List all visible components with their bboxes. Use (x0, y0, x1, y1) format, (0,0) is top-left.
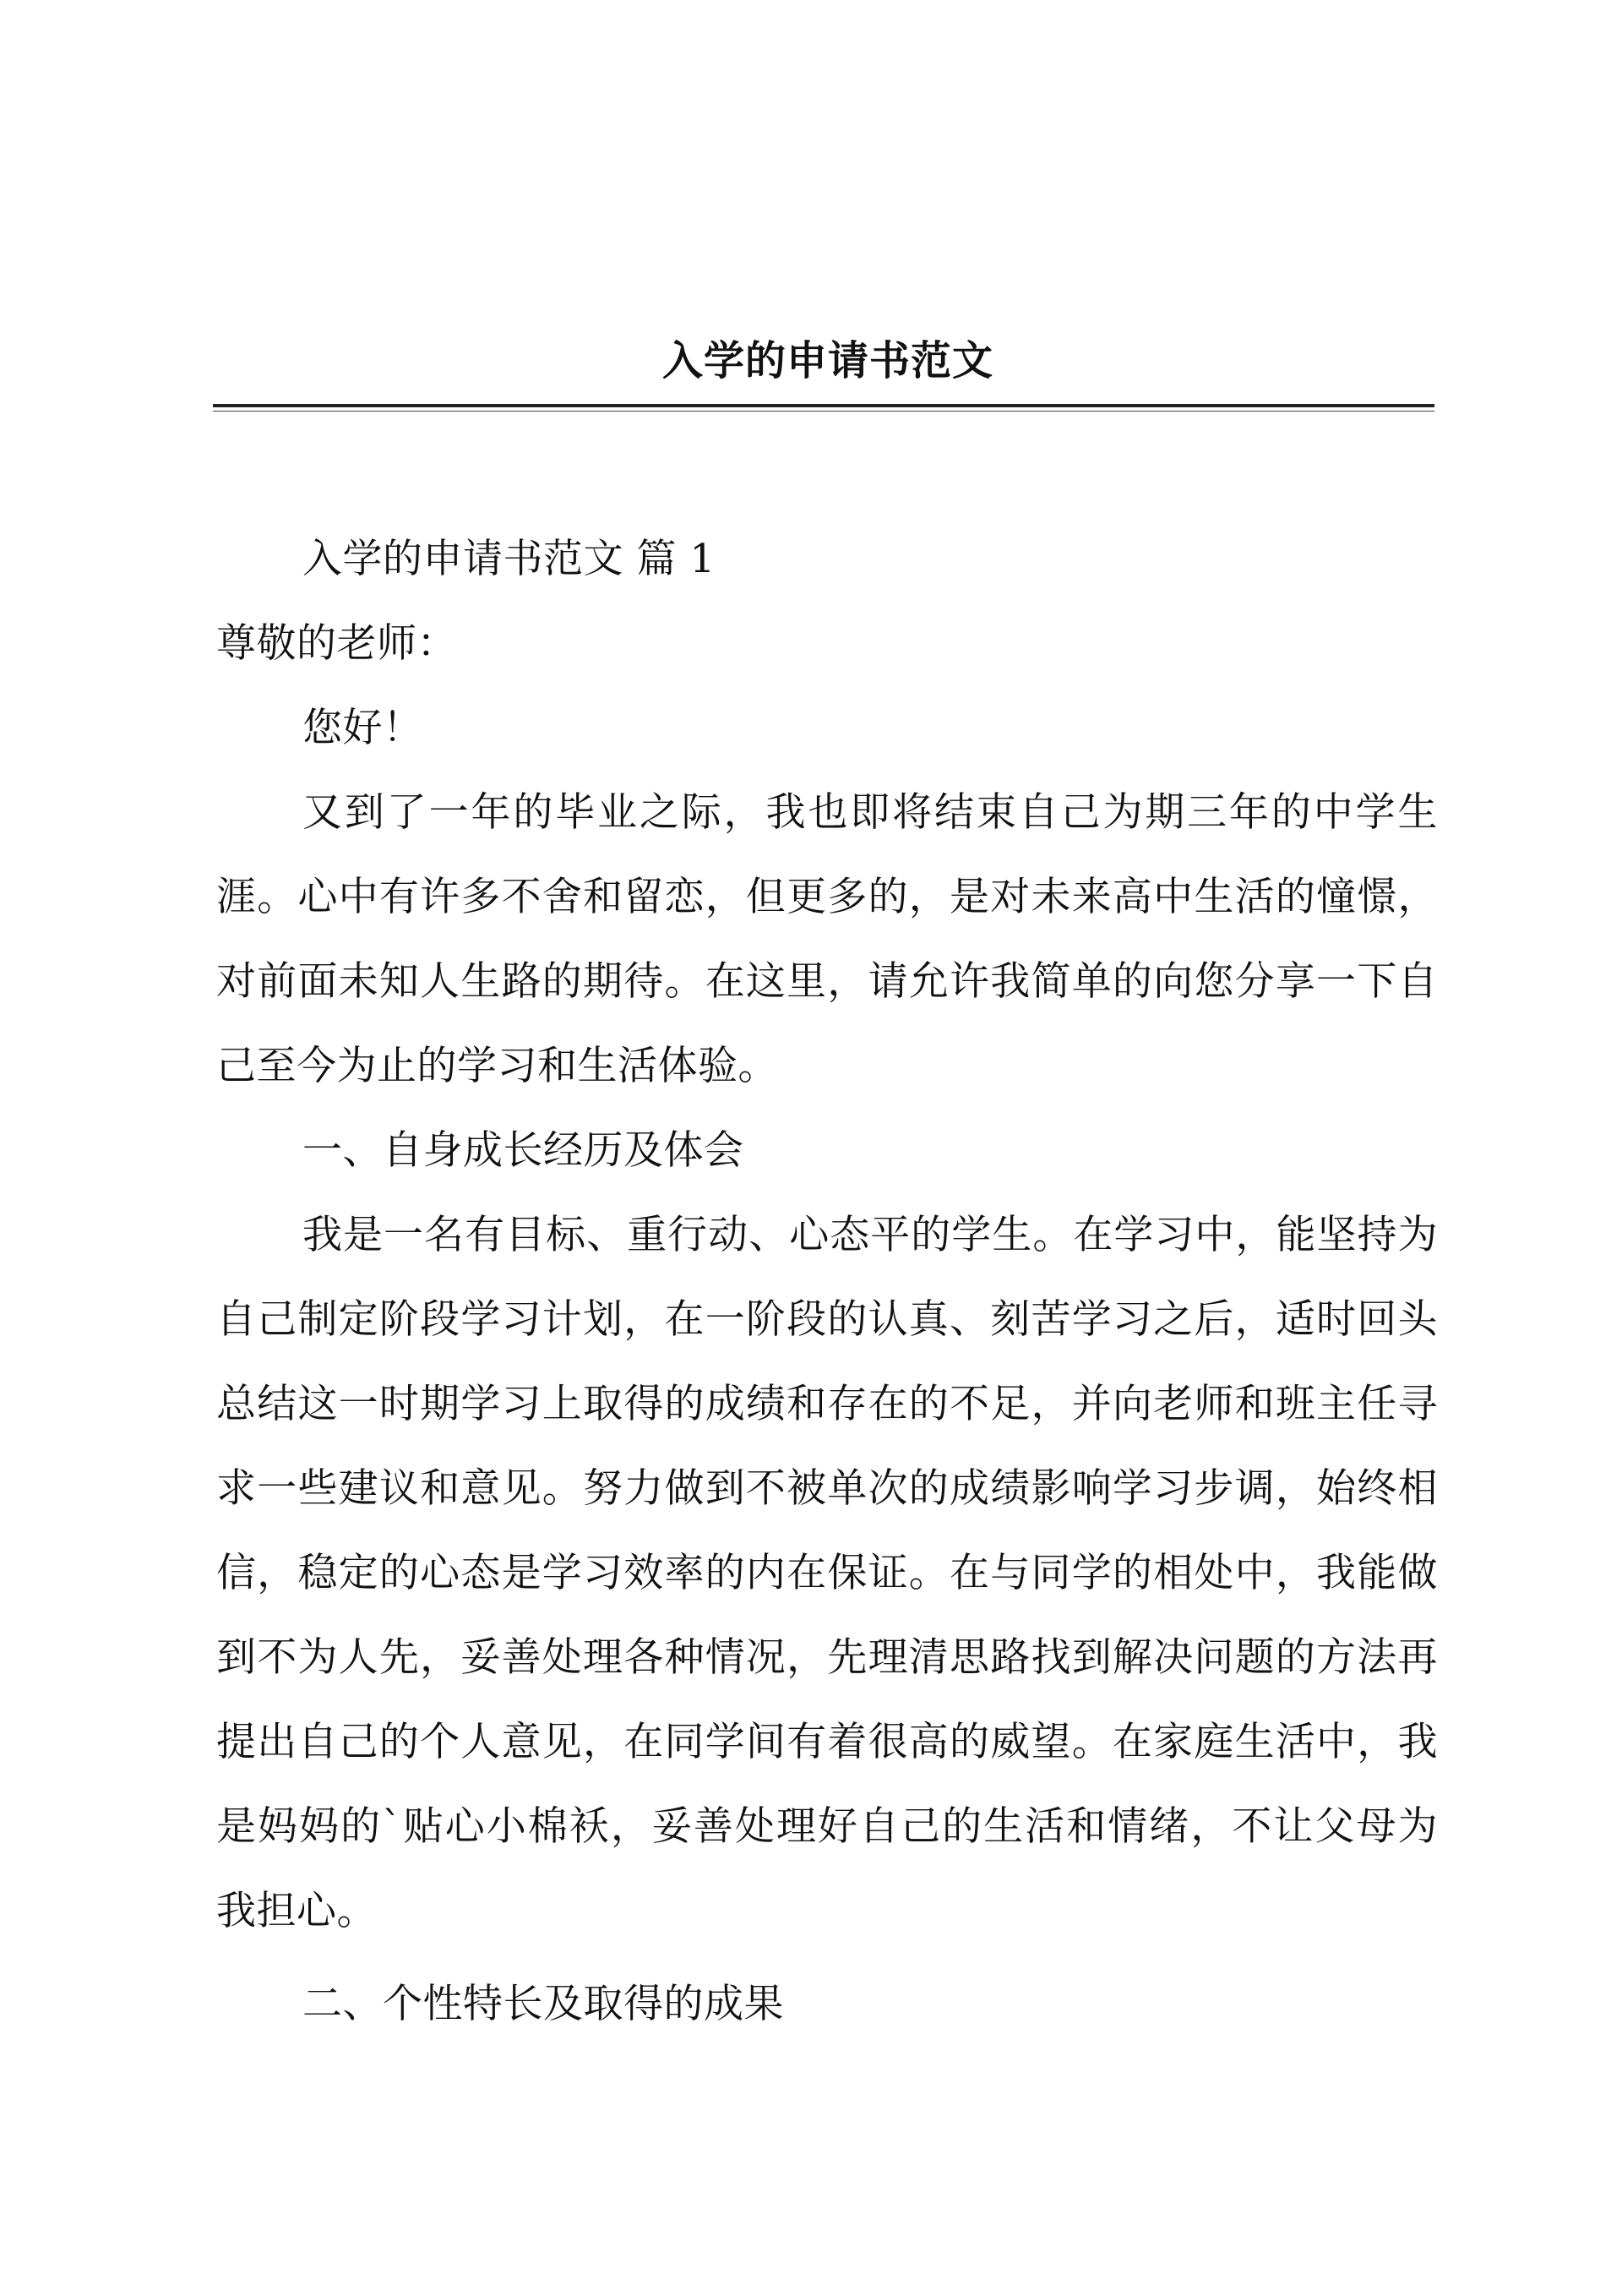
intro-paragraph: 又到了一年的毕业之际，我也即将结束自己为期三年的中学生涯。心中有许多不舍和留恋，但更多的，是对未来高中生活的憧憬，对前面未知人生路的期待。在这里，请允许我简单的向您分享一下自己至今为止的学习和生活体验。 (216, 789, 1438, 1089)
heading-growth: 一、自身成长经历及体会 (302, 1127, 744, 1174)
document-body (216, 517, 1438, 2047)
salutation: 尊敬的老师： (216, 620, 457, 667)
title-rule-thick (213, 404, 1434, 407)
section-title: 入学的申请书范文 篇 1 (302, 536, 716, 582)
heading-talents: 二、个性特长及取得的成果 (302, 1981, 784, 2027)
growth-paragraph: 我是一名有目标、重行动、心态平的学生。在学习中，能坚持为自己制定阶段学习计划，在一阶段的认真、刻苦学习之后，适时回头总结这一时期学习上取得的成绩和存在的不足，并向老师和班主任寻求一些建议和意见。努力做到不被单次的成绩影响学习步调，始终相信，稳定的心态是学习效率的内在保证。在与同学的相处中，我能做到不为人先，妥善处理各种情况，先理清思路找到解决问题的方法再提出自己的个人意见，在同学间有着很高的威望。在家庭生活中，我是妈妈的`贴心小棉袄，妥善处理好自己的生活和情绪，不让父母为我担心。 (216, 1212, 1438, 1934)
title-rule-thin (213, 411, 1434, 412)
greeting: 您好！ (302, 705, 423, 751)
document-title: 入学的申请书范文 (661, 337, 993, 384)
